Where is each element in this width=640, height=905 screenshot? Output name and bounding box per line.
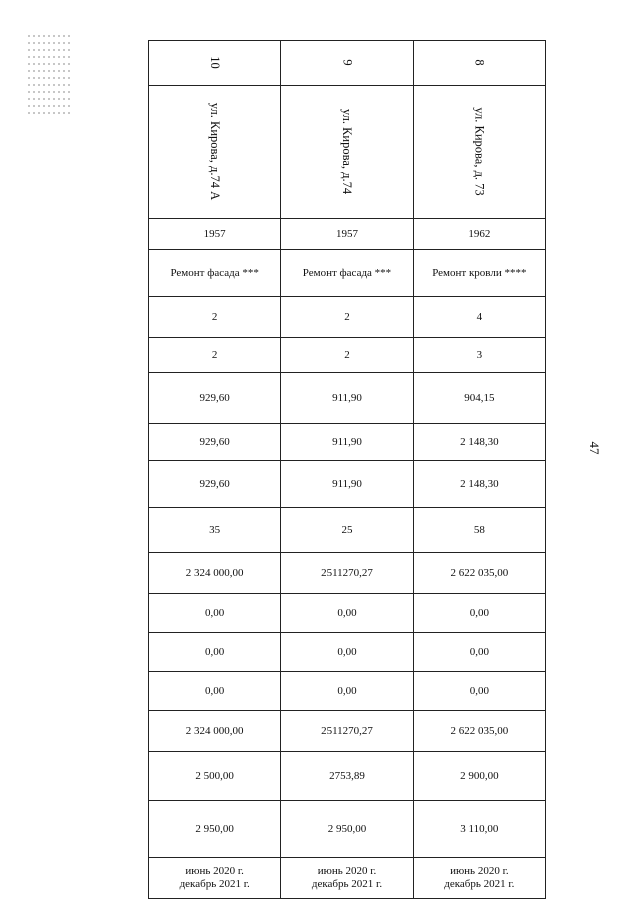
row-number (149, 41, 546, 86)
table-cell (281, 41, 413, 86)
cell-value: 2 (211, 348, 218, 361)
cell-value: 58 (473, 523, 485, 536)
table-cell (281, 461, 413, 508)
table-cell (149, 553, 281, 594)
table-cell (413, 338, 545, 373)
cell-value: 1957 (335, 227, 358, 240)
cell-value: 10 (208, 56, 223, 69)
row-address (149, 86, 546, 219)
cell-value: 2 950,00 (327, 822, 367, 835)
table-cell (149, 858, 281, 899)
period-start: июнь 2020 г. (185, 865, 244, 877)
cell-value: 35 (209, 523, 221, 536)
cell-value: 904,15 (464, 391, 495, 404)
cell-value: 0,00 (205, 606, 225, 619)
table-cell (149, 461, 281, 508)
cell-value: 2 324 000,00 (185, 724, 244, 737)
table-cell (281, 86, 413, 219)
table-cell (281, 633, 413, 672)
table-cell (281, 508, 413, 553)
cell-value: 9 (340, 59, 355, 66)
table-cell (149, 250, 281, 297)
cell-value: 929,60 (199, 435, 230, 448)
table-cell (413, 594, 545, 633)
cell-value: 4 (476, 310, 483, 323)
cell-value: 911,90 (332, 391, 362, 404)
cell-value: 0,00 (469, 606, 489, 619)
cell-value: 2 622 035,00 (450, 566, 509, 579)
row-16 (149, 752, 546, 801)
table-cell (413, 508, 545, 553)
table-cell (413, 297, 545, 338)
cell-value: 3 110,00 (460, 822, 499, 835)
cell-value: 0,00 (337, 606, 357, 619)
cell-value: 929,60 (199, 477, 230, 490)
cell-value: 0,00 (469, 645, 489, 658)
table-cell (149, 672, 281, 711)
row-year (149, 219, 546, 250)
table-cell (413, 711, 545, 752)
table-cell (149, 801, 281, 858)
cell-value: 0,00 (205, 684, 225, 697)
cell-value: 2753,89 (329, 769, 365, 782)
table-cell (149, 711, 281, 752)
table-cell (149, 41, 281, 86)
table-cell (281, 672, 413, 711)
table-cell (281, 297, 413, 338)
table-cell (149, 297, 281, 338)
cell-value: 25 (341, 523, 353, 536)
row-15 (149, 711, 546, 752)
cell-value: 3 (476, 348, 483, 361)
faint-stamp-mark (28, 30, 72, 138)
row-6 (149, 338, 546, 373)
row-17 (149, 801, 546, 858)
cell-value: Ремонт кровли **** (432, 266, 527, 279)
table-cell (281, 373, 413, 424)
table-cell (149, 219, 281, 250)
table-cell (413, 801, 545, 858)
table-cell (281, 858, 413, 899)
period-start: июнь 2020 г. (450, 865, 509, 877)
cell-value: 0,00 (469, 684, 489, 697)
table-cell (413, 633, 545, 672)
cell-value: Ремонт фасада *** (302, 266, 392, 279)
cell-value: 1957 (203, 227, 226, 240)
cell-value: 0,00 (337, 645, 357, 658)
table-cell (281, 338, 413, 373)
cell-value: 1962 (468, 227, 491, 240)
row-8 (149, 424, 546, 461)
cell-value: 0,00 (205, 645, 225, 658)
table-cell (281, 424, 413, 461)
cell-value: ул. Кирова, д. 73 (472, 107, 487, 196)
table-cell (281, 219, 413, 250)
table-cell (413, 858, 545, 899)
row-13 (149, 633, 546, 672)
row-period (149, 858, 546, 899)
table-cell (281, 553, 413, 594)
cell-value: 2 (344, 310, 350, 323)
table-cell (413, 461, 545, 508)
cell-value: 929,60 (199, 391, 230, 404)
table-cell (149, 86, 281, 219)
table-cell (281, 752, 413, 801)
table-cell (281, 594, 413, 633)
table-cell (413, 86, 545, 219)
table-cell (413, 250, 545, 297)
row-5 (149, 297, 546, 338)
table-cell (149, 752, 281, 801)
cell-value: 2 622 035,00 (450, 724, 509, 737)
table-cell (149, 633, 281, 672)
cell-value: ул. Кирова, д.74 А (208, 102, 223, 201)
cell-value: 911,90 (332, 477, 362, 490)
row-10 (149, 508, 546, 553)
row-11 (149, 553, 546, 594)
period-end: декабрь 2021 г. (444, 878, 515, 890)
cell-value: 8 (472, 59, 487, 66)
table-cell (149, 424, 281, 461)
table-cell (149, 594, 281, 633)
cell-value: 2 324 000,00 (185, 566, 244, 579)
cell-value: Ремонт фасада *** (170, 266, 259, 279)
cell-value: 2 500,00 (195, 769, 234, 782)
cell-value: 2 (344, 348, 350, 361)
row-7 (149, 373, 546, 424)
table-cell (413, 424, 545, 461)
cell-value: 2511270,27 (321, 724, 373, 737)
table-cell (413, 672, 545, 711)
cell-value: 911,90 (332, 435, 362, 448)
cell-value: 2 950,00 (195, 822, 234, 835)
table-cell (413, 219, 545, 250)
table-cell (413, 373, 545, 424)
table-cell (413, 752, 545, 801)
table-cell (413, 41, 545, 86)
table-cell (281, 801, 413, 858)
row-12 (149, 594, 546, 633)
cell-value: 2 900,00 (460, 769, 499, 782)
page-number: 47 (587, 441, 602, 455)
period-start: июнь 2020 г. (317, 865, 377, 877)
cell-value: 2511270,27 (321, 566, 373, 579)
row-14 (149, 672, 546, 711)
row-work-type (149, 250, 546, 297)
table-cell (281, 250, 413, 297)
row-9 (149, 461, 546, 508)
table-cell (281, 711, 413, 752)
cell-value: 2 148,30 (460, 435, 499, 448)
cell-value: 0,00 (337, 684, 357, 697)
period-end: декабрь 2021 г. (311, 878, 383, 890)
table-cell (413, 553, 545, 594)
cell-value: 2 (211, 310, 218, 323)
cell-value: ул. Кирова, д.74 (340, 108, 355, 195)
period-end: декабрь 2021 г. (179, 878, 250, 890)
table-cell (149, 508, 281, 553)
cell-value: 2 148,30 (460, 477, 499, 490)
table-cell (149, 338, 281, 373)
building-repair-table (148, 40, 546, 899)
table-cell (149, 373, 281, 424)
